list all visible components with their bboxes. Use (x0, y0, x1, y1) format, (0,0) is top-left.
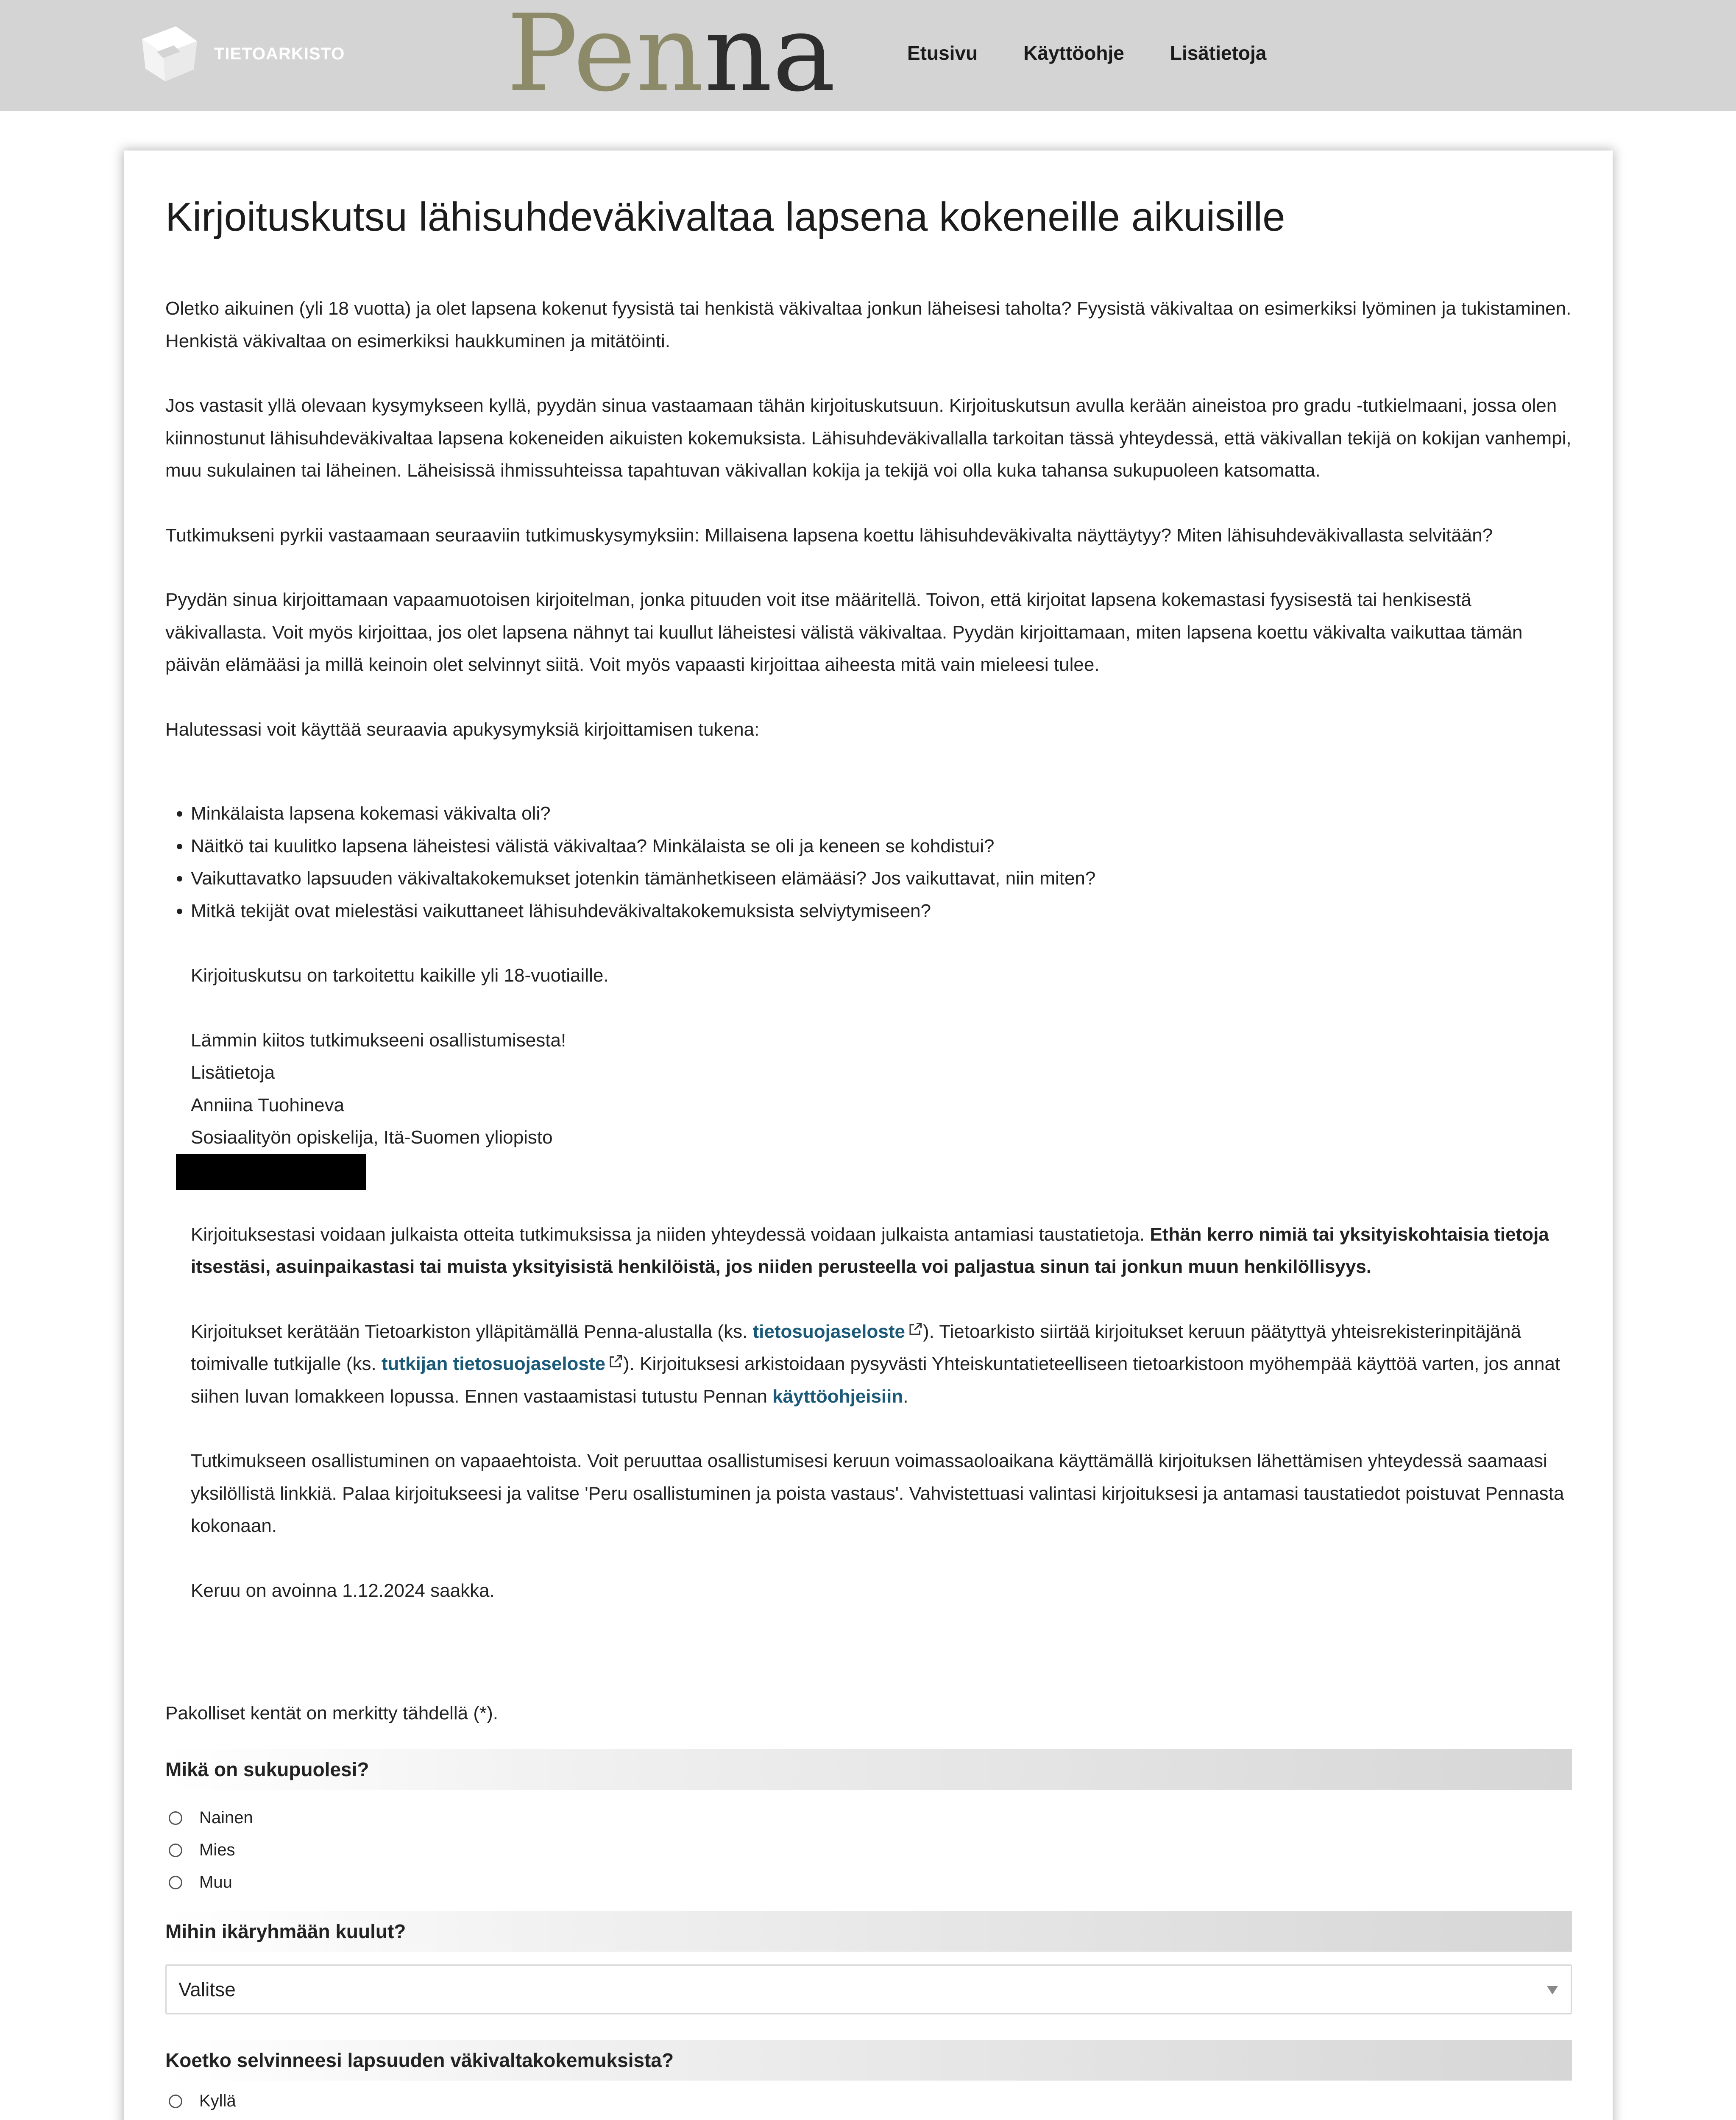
radio-button[interactable] (169, 1844, 182, 1857)
intro-p2: Jos vastasit yllä olevaan kysymykseen kyllä, pyydän sinua vastaamaan tähän kirjoituskutsuun. Kirjoituskutsun avulla kerään aineistoa pro gradu -tutkielmaani, jossa olen kiinnostunut lähisuhdeväkivaltaa lapsena kokeneiden aikuisten kokemuksista. Lähisuhdeväkivallalla tarkoitan tässä yhteydessä, että väkivallan tekijä on kokijan vanhempi, muu sukulainen tai läheinen. Läheisissä ihmissuhteissa tapahtuvan väkivallan kokija ja tekijä voi olla kuka tahansa sukupuoleen katsomatta. (165, 395, 1572, 481)
tietoarkisto-logo[interactable] (134, 22, 345, 86)
intro-text (165, 293, 1572, 1639)
intro-p8 (191, 1316, 1572, 1413)
nav-user-guide[interactable]: Käyttöohje (1023, 42, 1124, 64)
more-info-text: Lisätietoja (191, 1062, 275, 1083)
p8-c: ). Kirjoituksesi arkistoidaan pysyvästi Yhteiskuntatieteelliseen tietoarkistoon myöhempää käyttöä varten, jos annat siihen luvan lomakkeen lopussa. Ennen vastaamistasi tutustu Pennan (191, 1353, 1560, 1407)
radio-button[interactable] (169, 2095, 182, 2108)
radio-other[interactable] (169, 1873, 232, 1892)
radio-female[interactable] (169, 1808, 253, 1827)
nav-home[interactable]: Etusivu (907, 42, 978, 64)
user-guide-link[interactable]: käyttöohjeisiin (772, 1386, 903, 1407)
age-group-select[interactable] (165, 1964, 1572, 2014)
intro-p4: Pyydän sinua kirjoittamaan vapaamuotoisen kirjoitelman, jonka pituuden voit itse määritellä. Toivon, että kirjoitat lapsena kokemastasi fyysisestä tai henkisestä väkivallasta. Voit myös kirjoittaa, jos olet lapsena nähnyt tai kuullut läheistesi välistä väkivaltaa. Pyydän kirjoittamaan, miten lapsena koettu väkivalta vaikuttaa tämän päivän elämääsi ja millä keinoin olet selvinnyt siitä. Voit myös vapaasti kirjoittaa aiheesta mitä vain mieleesi tulee. (165, 589, 1523, 675)
question-survived: Koetko selvinneesi lapsuuden väkivaltakokemuksista? (165, 2040, 1572, 2081)
link-text: tutkijan tietosuojaseloste (381, 1353, 606, 1374)
redacted-row (191, 1154, 1572, 1186)
intro-p7 (191, 1219, 1572, 1283)
p8-a: Kirjoitukset kerätään Tietoarkiston ylläpitämällä Penna-alustalla (ks. (191, 1321, 753, 1342)
indented-section (165, 960, 1572, 1607)
privacy-notice-link[interactable] (753, 1321, 923, 1342)
radio-yes[interactable] (169, 2092, 236, 2111)
p8-d: . (903, 1386, 908, 1407)
external-link-icon (908, 1322, 923, 1337)
intro-p10: Keruu on avoinna 1.12.2024 saakka. (191, 1580, 495, 1601)
radio-male[interactable] (169, 1841, 235, 1860)
radio-label: Muu (199, 1873, 232, 1891)
dropdown-arrow-icon (1547, 1986, 1558, 1994)
radio-label: Nainen (199, 1808, 253, 1827)
question-gender: Mikä on sukupuolesi? (165, 1749, 1572, 1790)
researcher-privacy-link[interactable] (382, 1353, 623, 1374)
intro-p5: Halutessasi voit käyttää seuraavia apukysymyksiä kirjoittamisen tukena: (165, 719, 760, 740)
radio-button[interactable] (169, 1811, 182, 1825)
brand-na: na (704, 0, 836, 115)
form-card (124, 151, 1613, 2120)
question-age: Mihin ikäryhmään kuulut? (165, 1911, 1572, 1952)
p8-b: ). Tietoarkisto siirtää kirjoitukset keruun päätyttyä yhteisrekisterinpitäjänä toimivalle tutkijalle (ks. (191, 1321, 1521, 1374)
site-header (0, 0, 1736, 115)
helper-questions-list (165, 798, 1572, 927)
select-value: Valitse (178, 1978, 236, 2000)
nav-more-info[interactable]: Lisätietoja (1170, 42, 1267, 64)
logo-text: TIETOARKISTO (214, 44, 345, 63)
list-item: • Näitkö tai kuulitko lapsena läheistesi välistä väkivaltaa? Minkälaista se oli ja keneen se kohdistui? (191, 830, 1572, 863)
radio-label: Mies (199, 1841, 235, 1859)
intro-p3: Tutkimukseni pyrkii vastaamaan seuraaviin tutkimuskysymyksiin: Millaisena lapsena koettu lähisuhdeväkivalta näyttäytyy? Miten lähisuhdeväkivallasta selvitään? (165, 524, 1493, 546)
thanks-text: Lämmin kiitos tutkimukseeni osallistumisesta! (191, 1029, 566, 1051)
author-affiliation: Sosiaalityön opiskelija, Itä-Suomen yliopisto (191, 1127, 553, 1148)
required-note: Pakolliset kentät on merkitty tähdellä (*). (165, 1703, 499, 1724)
page-title: Kirjoituskutsu lähisuhdeväkivaltaa lapsena kokeneille aikuisille (165, 194, 1285, 240)
intro-p1: Oletko aikuinen (yli 18 vuotta) ja olet lapsena kokenut fyysistä tai henkistä väkivaltaa jonkun läheisesi taholta? Fyysistä väkivaltaa on esimerkiksi lyöminen ja tukistaminen. Henkistä väkivaltaa on esimerkiksi haukkuminen ja mitätöinti. (165, 298, 1572, 351)
penna-logo[interactable] (507, 0, 836, 115)
brand-pen: Pen (507, 0, 704, 115)
list-item: • Mitkä tekijät ovat mielestäsi vaikuttaneet lähisuhdeväkivaltakokemuksista selviytymiseen? (191, 895, 1572, 928)
radio-button[interactable] (169, 1876, 182, 1889)
p7-bold: Ethän kerro nimiä tai yksityiskohtaisia tietoja itsestäsi, asuinpaikastasi tai muista yksityisistä henkilöistä, jos niiden perusteella voi paljastua sinun tai jonkun muun henkilöllisyys. (191, 1224, 1549, 1277)
link-text: tietosuojaseloste (752, 1321, 905, 1342)
external-link-icon (608, 1354, 623, 1369)
list-item: • Vaikuttavatko lapsuuden väkivaltakokemukset jotenkin tämänhetkiseen elämääsi? Jos vaikuttavat, niin miten? (191, 862, 1572, 895)
main-nav (907, 42, 1266, 64)
list-item: • Minkälaista lapsena kokemasi väkivalta oli? (191, 798, 1572, 830)
archive-box-icon (134, 22, 201, 86)
intro-p9: Tutkimukseen osallistuminen on vapaaehtoista. Voit peruuttaa osallistumisesi keruun voimassaoloaikana käyttämällä kirjoituksen lähettämisen yhteydessä saamaasi yksilöllistä linkkiä. Palaa kirjoitukseesi ja valitse 'Peru osallistuminen ja poista vastaus'. Vahvistettuasi valintasi kirjoituksesi ja antamasi taustatiedot poistuvat Pennasta kokonaan. (191, 1451, 1564, 1536)
p7-normal: Kirjoituksestasi voidaan julkaista otteita tutkimuksissa ja niiden yhteydessä voidaan julkaista antamiasi taustatietoja. (191, 1224, 1150, 1245)
redacted-contact (176, 1154, 366, 1190)
intro-p6: Kirjoituskutsu on tarkoitettu kaikille yli 18-vuotiaille. (191, 965, 609, 986)
radio-label: Kyllä (199, 2092, 236, 2110)
author-name: Anniina Tuohineva (191, 1094, 345, 1116)
